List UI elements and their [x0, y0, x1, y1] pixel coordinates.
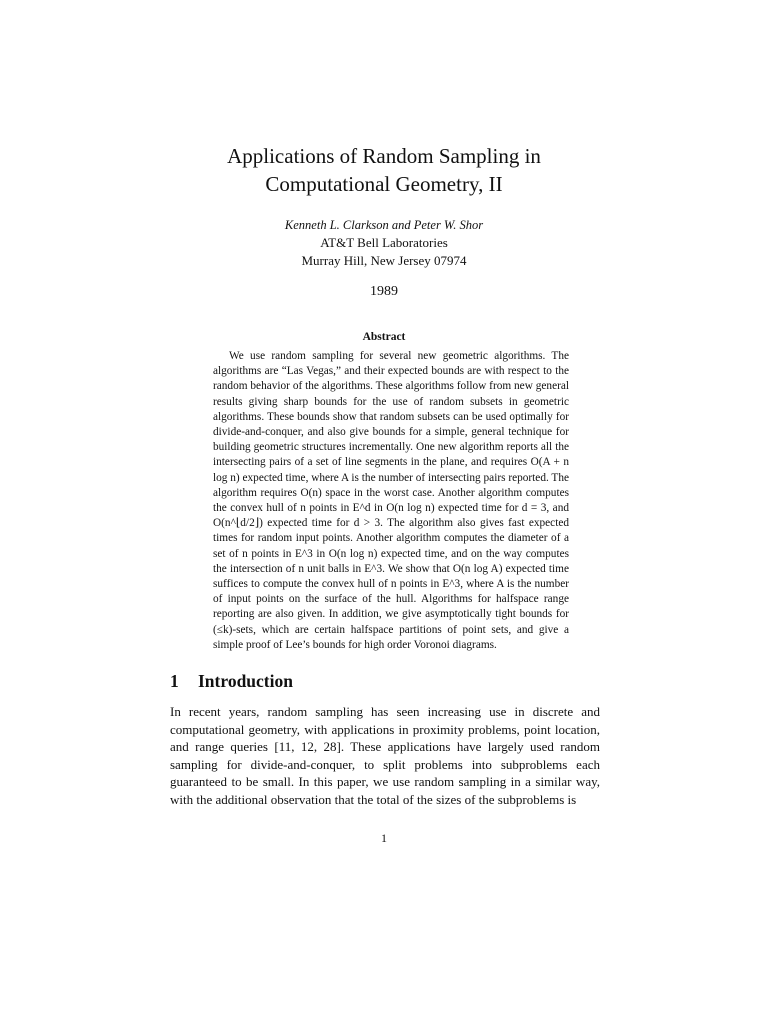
section-heading-introduction [170, 669, 600, 693]
affiliation-line-2: Murray Hill, New Jersey 07974 [301, 253, 467, 268]
affiliation-line-1: AT&T Bell Laboratories [320, 235, 448, 250]
section-number: 1 [170, 671, 179, 691]
section-title: Introduction [198, 671, 293, 691]
paper-title [0, 142, 768, 198]
title-line-1: Applications of Random Sampling in [227, 144, 541, 168]
introduction-text: In recent years, random sampling has seen increasing use in discrete and computational geometry, with applications in proximity problems, point location, and range queries [11, 12, 28]. These applications have largely used random sampling for divide-and-conquer, to split problems into subproblems each guaranteed to be small. In this paper, we use random sampling in a similar way, with the additional observation that the total of the sizes of the subproblems is [170, 704, 600, 807]
title-line-2: Computational Geometry, II [265, 172, 503, 196]
abstract-text: We use random sampling for several new geometric algorithms. The algorithms are “Las Vegas,” and their expected bounds are with respect to the random behavior of the algorithms. These algorithms follow from new general results giving sharp bounds for the use of random subsets in geometric algorithms. These bounds show that random subsets can be used optimally for divide-and-conquer, and also give bounds for a simple, general technique for building geometric structures incrementally. One new algorithm reports all the intersecting pairs of a set of line segments in the plane, and requires O(A + n log n) expected time, where A is the number of intersecting pairs reported. The algorithm requires O(n) space in the worst case. Another algorithm computes the convex hull of n points in E^d in O(n log n) expected time for d = 3, and O(n^⌊d/2⌋) expected time for d > 3. The algorithm also gives fast expected times for random input points. Another algorithm computes the diameter of a set of n points in E^3 in O(n log n) expected time, and on the way computes the intersection of n unit balls in E^3. We show that O(n log A) expected time suffices to compute the convex hull of n points in E^3, where A is the number of input points on the surface of the hull. Algorithms for halfspace range reporting are also given. In addition, we give asymptotically tight bounds for (≤k)-sets, which are certain halfspace partitions of point sets, and give a simple proof of Lee’s bounds for high order Voronoi diagrams. [213, 350, 569, 651]
publication-date: 1989 [370, 284, 398, 299]
abstract-heading: Abstract [362, 331, 406, 343]
page-number: 1 [381, 831, 387, 845]
author-names: Kenneth L. Clarkson and Peter W. Shor [284, 218, 484, 232]
